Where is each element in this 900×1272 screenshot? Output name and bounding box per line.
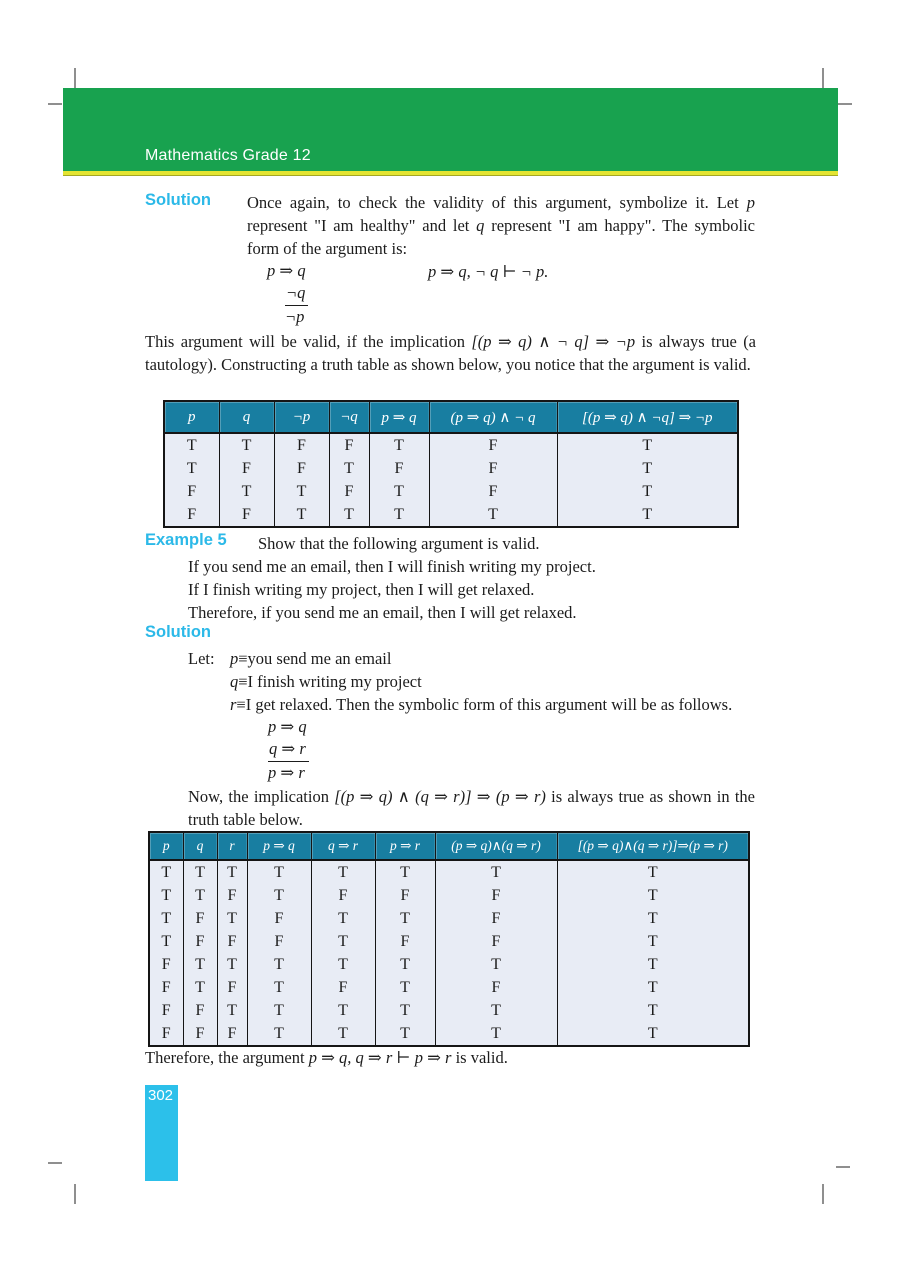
table-cell: F: [217, 884, 247, 907]
table-cell: F: [429, 433, 557, 457]
argument-form-2: [268, 716, 309, 784]
conclusion-paragraph: [145, 1046, 757, 1069]
table-cell: T: [435, 953, 557, 976]
table-cell: q ⇒ r: [311, 832, 375, 860]
truth-table-1-body: [164, 433, 738, 527]
table-cell: T: [311, 1022, 375, 1046]
table-cell: T: [219, 433, 274, 457]
table-cell: F: [149, 976, 183, 999]
table-cell: T: [183, 860, 217, 884]
table-cell: T: [557, 884, 749, 907]
table-cell: F: [274, 433, 329, 457]
truth-table-2-header: [149, 832, 749, 860]
table-cell: T: [217, 860, 247, 884]
argument-form-1: [267, 260, 308, 328]
table-cell: (p ⇒ q) ∧ ¬ q: [429, 401, 557, 433]
solution-heading-1: Solution: [145, 191, 211, 209]
table-cell: F: [311, 976, 375, 999]
definitions: [230, 647, 732, 716]
table-cell: [(p ⇒ q) ∧ ¬q] ⇒ ¬p: [557, 401, 738, 433]
premise-line: ¬q: [285, 282, 308, 306]
banner-title: Mathematics Grade 12: [145, 147, 311, 164]
statement-line: If I finish writing my project, then I will get relaxed.: [188, 580, 535, 599]
page-number-tab: [145, 1085, 178, 1181]
table-cell: F: [149, 953, 183, 976]
table-header-row: [149, 832, 749, 860]
math-var: r: [230, 695, 237, 714]
table-cell: T: [219, 480, 274, 503]
math-var: p: [230, 649, 239, 668]
table-cell: p ⇒ q: [369, 401, 429, 433]
table-cell: T: [557, 907, 749, 930]
math-var: q: [230, 672, 239, 691]
table-cell: T: [183, 976, 217, 999]
table-cell: F: [247, 930, 311, 953]
table-cell: T: [247, 860, 311, 884]
table-cell: F: [369, 457, 429, 480]
table-cell: F: [375, 884, 435, 907]
math-var: p: [746, 193, 755, 212]
table-cell: T: [247, 884, 311, 907]
definition-line: [230, 670, 732, 693]
crop-mark: [838, 103, 852, 105]
table-cell: T: [329, 457, 369, 480]
table-cell: F: [183, 907, 217, 930]
table-cell: T: [375, 1022, 435, 1046]
table-cell: F: [219, 457, 274, 480]
table-row: [164, 480, 738, 503]
solution2-paragraph: [188, 785, 755, 831]
banner-underline: [63, 171, 838, 176]
table-cell: ¬p: [274, 401, 329, 433]
table-cell: q: [183, 832, 217, 860]
argument-form-inline: p ⇒ q, ¬ q ⊢ ¬ p.: [428, 262, 549, 281]
table-row: [149, 999, 749, 1022]
table-cell: p ⇒ q: [247, 832, 311, 860]
table-cell: F: [217, 1022, 247, 1046]
table-cell: T: [274, 503, 329, 527]
table-header-row: [164, 401, 738, 433]
table-cell: T: [375, 953, 435, 976]
table-row: [149, 930, 749, 953]
table-cell: T: [557, 860, 749, 884]
table-row: [149, 860, 749, 884]
table-cell: T: [369, 503, 429, 527]
math-expression: [(p ⇒ q) ∧ (q ⇒ r)] ⇒ (p ⇒ r): [334, 787, 546, 806]
crop-mark: [822, 68, 824, 88]
text-run: This argument will be valid, if the implication: [145, 332, 472, 351]
crop-mark: [74, 68, 76, 88]
table-cell: T: [247, 1022, 311, 1046]
table-cell: T: [311, 860, 375, 884]
table-cell: T: [274, 480, 329, 503]
table-cell: r: [217, 832, 247, 860]
table-cell: p: [164, 401, 219, 433]
example5-prompt: Show that the following argument is valid.: [258, 534, 540, 553]
math-expression: [(p ⇒ q) ∧ ¬ q] ⇒ ¬p: [471, 332, 636, 351]
table-cell: q: [219, 401, 274, 433]
table-cell: [(p ⇒ q)∧(q ⇒ r)]⇒(p ⇒ r): [557, 832, 749, 860]
math-var: q: [476, 216, 485, 235]
table-cell: F: [149, 1022, 183, 1046]
crop-mark: [48, 103, 62, 105]
table-cell: F: [247, 907, 311, 930]
table-cell: T: [429, 503, 557, 527]
table-cell: T: [217, 999, 247, 1022]
crop-mark: [74, 1184, 76, 1204]
table-cell: F: [329, 433, 369, 457]
text-run: Therefore, the argument: [145, 1048, 309, 1067]
table-cell: T: [149, 884, 183, 907]
text-run: is always true (a tautology). Constructing a truth table as shown below, you notice that the argument is valid.: [145, 332, 757, 374]
table-row: [164, 503, 738, 527]
truth-table-1: [163, 400, 739, 528]
table-cell: T: [557, 953, 749, 976]
let-label: Let:: [188, 649, 215, 668]
table-row: [164, 433, 738, 457]
table-cell: T: [183, 953, 217, 976]
table-row: [149, 884, 749, 907]
table-cell: T: [329, 503, 369, 527]
table-cell: p ⇒ r: [375, 832, 435, 860]
text-run: represent "I am healthy" and let: [247, 216, 477, 235]
example5-statements: [188, 555, 596, 624]
text-run: represent "I am happy". The symbolic form of the argument is:: [247, 216, 755, 258]
table-cell: F: [311, 884, 375, 907]
table-cell: F: [217, 930, 247, 953]
premise-line: p ⇒ q: [268, 717, 307, 736]
table-row: [149, 953, 749, 976]
truth-table-2-body: [149, 860, 749, 1046]
table-cell: T: [557, 999, 749, 1022]
table-cell: T: [375, 907, 435, 930]
header-banner: [63, 88, 838, 171]
premise-line: p ⇒ q: [267, 261, 306, 280]
table-cell: F: [435, 976, 557, 999]
solution-heading-2: Solution: [145, 623, 211, 641]
table-cell: F: [183, 999, 217, 1022]
table-cell: T: [435, 1022, 557, 1046]
solution1-paragraph: [247, 191, 755, 260]
table-cell: T: [435, 999, 557, 1022]
text-run: ≡I finish writing my project: [238, 672, 422, 691]
table-row: [149, 907, 749, 930]
table-cell: F: [183, 1022, 217, 1046]
table-cell: T: [557, 433, 738, 457]
table-cell: F: [329, 480, 369, 503]
crop-mark: [822, 1184, 824, 1204]
table-cell: T: [311, 999, 375, 1022]
table-cell: F: [435, 930, 557, 953]
text-run: ≡you send me an email: [238, 649, 392, 668]
table-cell: F: [435, 884, 557, 907]
page-number: 302: [148, 1087, 174, 1104]
table-cell: T: [311, 930, 375, 953]
table-cell: T: [247, 976, 311, 999]
table-cell: T: [217, 907, 247, 930]
table-cell: F: [217, 976, 247, 999]
table-row: [164, 457, 738, 480]
table-cell: T: [375, 999, 435, 1022]
table-cell: T: [369, 433, 429, 457]
table-cell: T: [247, 953, 311, 976]
example5-heading: Example 5: [145, 531, 227, 549]
statement-line: If you send me an email, then I will finish writing my project.: [188, 557, 596, 576]
table-cell: T: [149, 930, 183, 953]
table-cell: T: [557, 503, 738, 527]
table-cell: T: [164, 433, 219, 457]
text-run: is valid.: [451, 1048, 508, 1067]
table-cell: F: [164, 503, 219, 527]
statement-line: Therefore, if you send me an email, then I will get relaxed.: [188, 603, 577, 622]
table-cell: F: [149, 999, 183, 1022]
table-cell: T: [557, 457, 738, 480]
table-cell: F: [375, 930, 435, 953]
conclusion-line: p ⇒ r: [268, 763, 305, 782]
table-cell: T: [375, 976, 435, 999]
table-cell: F: [219, 503, 274, 527]
table-cell: T: [557, 930, 749, 953]
text-run: is always true as shown in the truth table below.: [188, 787, 755, 829]
table-cell: F: [274, 457, 329, 480]
premise-line: q ⇒ r: [268, 738, 309, 762]
table-cell: F: [183, 930, 217, 953]
table-cell: T: [149, 860, 183, 884]
table-row: [149, 1022, 749, 1046]
table-cell: F: [435, 907, 557, 930]
text-run: ≡I get relaxed. Then the symbolic form of this argument will be as follows.: [236, 695, 733, 714]
table-cell: T: [557, 480, 738, 503]
table-cell: ¬q: [329, 401, 369, 433]
crop-mark: [836, 1166, 850, 1168]
table-cell: T: [557, 976, 749, 999]
table-cell: T: [375, 860, 435, 884]
table-cell: (p ⇒ q)∧(q ⇒ r): [435, 832, 557, 860]
conclusion-line: ¬p: [285, 307, 305, 326]
math-expression: p ⇒ q, q ⇒ r ⊢ p ⇒ r: [308, 1048, 452, 1067]
table-cell: T: [311, 953, 375, 976]
table-cell: F: [429, 457, 557, 480]
crop-mark: [48, 1162, 62, 1164]
truth-table-2: [148, 831, 750, 1047]
text-run: Once again, to check the validity of this argument, symbolize it. Let: [247, 193, 747, 212]
table-cell: F: [164, 480, 219, 503]
definition-line: [230, 693, 732, 716]
solution1-paragraph-2: [145, 330, 756, 376]
table-cell: T: [217, 953, 247, 976]
definition-line: [230, 647, 732, 670]
text-run: Now, the implication: [188, 787, 335, 806]
table-cell: T: [247, 999, 311, 1022]
table-row: [149, 976, 749, 999]
table-cell: T: [183, 884, 217, 907]
table-cell: F: [429, 480, 557, 503]
table-cell: T: [369, 480, 429, 503]
table-cell: T: [311, 907, 375, 930]
table-cell: T: [149, 907, 183, 930]
table-cell: p: [149, 832, 183, 860]
truth-table-1-header: [164, 401, 738, 433]
table-cell: T: [435, 860, 557, 884]
table-cell: T: [557, 1022, 749, 1046]
table-cell: T: [164, 457, 219, 480]
